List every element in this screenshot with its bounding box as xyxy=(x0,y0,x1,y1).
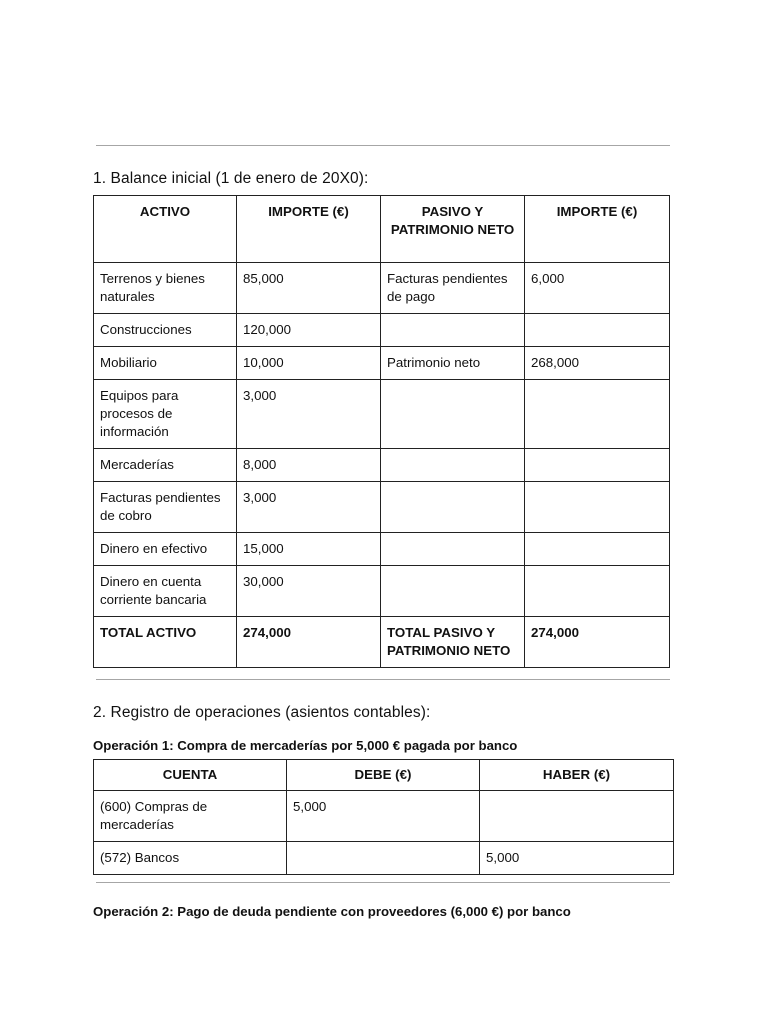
balance-table xyxy=(93,195,670,668)
cell-liability-amount xyxy=(525,449,670,482)
section-title-balance: 1. Balance inicial (1 de enero de 20X0): xyxy=(93,170,369,187)
total-pasivo-amount: 274,000 xyxy=(525,617,670,668)
cell-liability-amount xyxy=(525,566,670,617)
cell-asset-amount: 8,000 xyxy=(237,449,381,482)
divider-middle xyxy=(96,679,670,680)
cell-asset: Mobiliario xyxy=(94,347,237,380)
header-pasivo: PASIVO Y PATRIMONIO NETO xyxy=(381,196,525,263)
cell-liability xyxy=(381,380,525,449)
cell-liability: Patrimonio neto xyxy=(381,347,525,380)
cell-asset-amount: 10,000 xyxy=(237,347,381,380)
cell-asset: Facturas pendientes de cobro xyxy=(94,482,237,533)
table-row xyxy=(94,380,670,449)
cell-liability xyxy=(381,449,525,482)
cell-debe xyxy=(287,842,480,875)
cell-liability xyxy=(381,533,525,566)
cell-debe: 5,000 xyxy=(287,791,480,842)
cell-liability-amount xyxy=(525,482,670,533)
header-importe-pasivo: IMPORTE (€) xyxy=(525,196,670,263)
cell-haber xyxy=(480,791,674,842)
op1-header-row xyxy=(94,760,674,791)
operation-1-table xyxy=(93,759,674,875)
cell-liability xyxy=(381,314,525,347)
cell-liability-amount: 6,000 xyxy=(525,263,670,314)
cell-haber: 5,000 xyxy=(480,842,674,875)
section-title-operations: 2. Registro de operaciones (asientos contables): xyxy=(93,704,431,721)
divider-top xyxy=(96,145,670,146)
cell-asset: Dinero en cuenta corriente bancaria xyxy=(94,566,237,617)
cell-asset: Construcciones xyxy=(94,314,237,347)
table-row xyxy=(94,314,670,347)
cell-liability xyxy=(381,566,525,617)
total-activo-label: TOTAL ACTIVO xyxy=(94,617,237,668)
cell-liability-amount xyxy=(525,314,670,347)
cell-asset-amount: 3,000 xyxy=(237,380,381,449)
cell-asset-amount: 120,000 xyxy=(237,314,381,347)
cell-asset-amount: 3,000 xyxy=(237,482,381,533)
operation-2-title: Operación 2: Pago de deuda pendiente con proveedores (6,000 €) por banco xyxy=(93,904,571,919)
header-haber: HABER (€) xyxy=(480,760,674,791)
balance-header-row xyxy=(94,196,670,263)
header-importe-activo: IMPORTE (€) xyxy=(237,196,381,263)
cell-cuenta: (572) Bancos xyxy=(94,842,287,875)
cell-liability xyxy=(381,482,525,533)
total-pasivo-label: TOTAL PASIVO Y PATRIMONIO NETO xyxy=(381,617,525,668)
total-row xyxy=(94,617,670,668)
cell-asset: Mercaderías xyxy=(94,449,237,482)
cell-asset: Equipos para procesos de información xyxy=(94,380,237,449)
operation-1-title: Operación 1: Compra de mercaderías por 5,000 € pagada por banco xyxy=(93,738,518,753)
table-row xyxy=(94,263,670,314)
table-row xyxy=(94,482,670,533)
cell-asset-amount: 85,000 xyxy=(237,263,381,314)
header-cuenta: CUENTA xyxy=(94,760,287,791)
header-activo: ACTIVO xyxy=(94,196,237,263)
cell-liability: Facturas pendientes de pago xyxy=(381,263,525,314)
cell-liability-amount xyxy=(525,533,670,566)
cell-cuenta: (600) Compras de mercaderías xyxy=(94,791,287,842)
cell-asset: Terrenos y bienes naturales xyxy=(94,263,237,314)
table-row xyxy=(94,791,674,842)
cell-asset-amount: 15,000 xyxy=(237,533,381,566)
cell-liability-amount: 268,000 xyxy=(525,347,670,380)
cell-liability-amount xyxy=(525,380,670,449)
table-row xyxy=(94,566,670,617)
cell-asset: Dinero en efectivo xyxy=(94,533,237,566)
table-row xyxy=(94,449,670,482)
table-row xyxy=(94,842,674,875)
total-activo-amount: 274,000 xyxy=(237,617,381,668)
divider-bottom xyxy=(96,882,670,883)
table-row xyxy=(94,347,670,380)
cell-asset-amount: 30,000 xyxy=(237,566,381,617)
header-debe: DEBE (€) xyxy=(287,760,480,791)
table-row xyxy=(94,533,670,566)
